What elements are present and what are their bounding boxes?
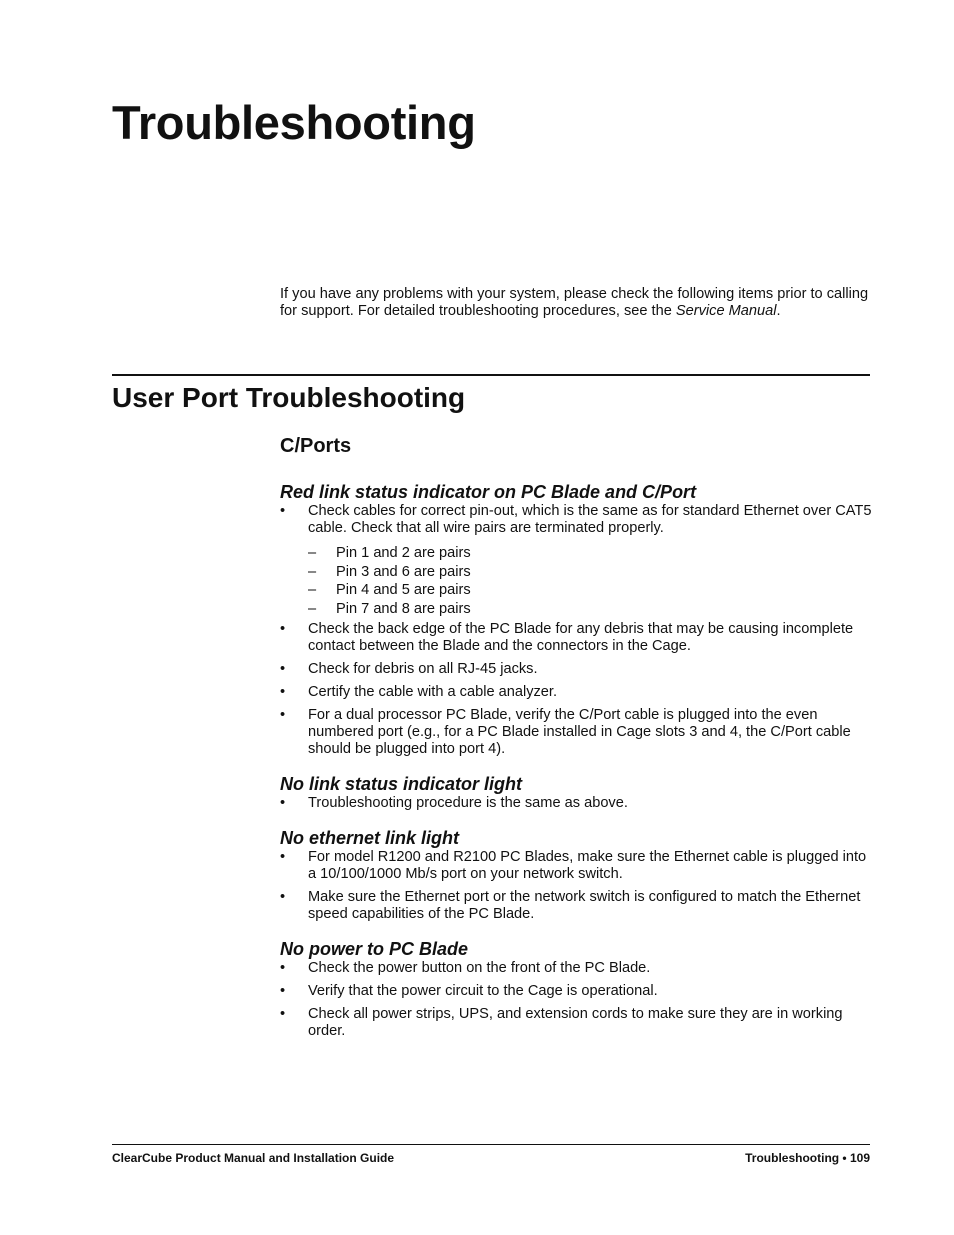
bullet-marker: • xyxy=(280,706,286,723)
issue-title: Red link status indicator on PC Blade and C/Port xyxy=(280,482,697,502)
bullet-item xyxy=(280,849,872,883)
bullet-list xyxy=(280,795,872,812)
pin-pair-item xyxy=(280,563,872,582)
bullet-list xyxy=(280,503,872,758)
bullet-list xyxy=(280,849,872,923)
issue-title: No power to PC Blade xyxy=(280,938,469,959)
bullet-text: Check all power strips, UPS, and extension cords to make sure they are in working order. xyxy=(308,1005,843,1039)
bullet-text: Certify the cable with a cable analyzer. xyxy=(308,683,558,700)
bullet-list xyxy=(280,960,872,1040)
pin-pair-text: Pin 1 and 2 are pairs xyxy=(336,545,471,561)
bullet-marker: • xyxy=(280,982,286,999)
pin-pair-text: Pin 3 and 6 are pairs xyxy=(336,563,471,580)
bullet-item xyxy=(280,661,872,678)
bullet-item xyxy=(280,1006,872,1040)
dash-marker: – xyxy=(308,545,317,561)
bullet-item xyxy=(280,960,872,977)
issue-title: No ethernet link light xyxy=(280,827,460,848)
bullet-marker: • xyxy=(280,848,286,865)
footer-document-title: ClearCube Product Manual and Installation Guide xyxy=(112,1151,395,1165)
bullet-text: For a dual processor PC Blade, verify the C/Port cable is plugged into the even numbered port (e.g., for a PC Blade installed in Cage slots 3 and 4, the C/Port cable should be plugged into port 4). xyxy=(308,706,851,757)
issues-list xyxy=(280,481,872,1055)
chapter-title: Troubleshooting xyxy=(112,96,476,149)
bullet-text: For model R1200 and R2100 PC Blades, make sure the Ethernet cable is plugged into a 10/100/1000 Mb/s port on your network switch. xyxy=(308,848,867,882)
bullet-marker: • xyxy=(280,1005,286,1022)
issue-section xyxy=(280,938,872,1040)
bullet-text: Check for debris on all RJ-45 jacks. xyxy=(308,660,538,677)
intro-paragraph xyxy=(280,286,880,320)
pin-pair-text: Pin 4 and 5 are pairs xyxy=(336,582,471,599)
bullet-item xyxy=(280,983,872,1000)
dash-marker: – xyxy=(308,582,317,599)
intro-end: . xyxy=(776,303,781,319)
bullet-text: Verify that the power circuit to the Cage is operational. xyxy=(308,982,658,999)
subsection-title: C/Ports xyxy=(280,435,352,457)
bullet-marker: • xyxy=(280,683,286,700)
bullet-marker: • xyxy=(280,888,286,905)
dash-marker: – xyxy=(308,601,317,618)
bullet-item xyxy=(280,503,872,537)
issue-section xyxy=(280,773,872,812)
bullet-item xyxy=(280,707,872,758)
dash-marker: – xyxy=(308,563,317,580)
pin-pair-item xyxy=(280,600,872,619)
footer-divider xyxy=(112,1144,870,1145)
bullet-text: Check cables for correct pin-out, which is the same as for standard Ethernet over CAT5 cable. Check that all wire pairs are terminated properly. xyxy=(308,503,872,536)
bullet-item xyxy=(280,795,872,812)
pin-pair-list xyxy=(280,544,872,619)
bullet-text: Check the back edge of the PC Blade for any debris that may be causing incomplete contact between the Blade and the connectors in the Cage. xyxy=(308,620,854,654)
pin-pair-item xyxy=(280,581,872,600)
bullet-marker: • xyxy=(280,620,286,637)
issue-section xyxy=(280,827,872,923)
issue-section xyxy=(280,481,872,758)
footer-page-label: Troubleshooting • 109 xyxy=(745,1151,870,1165)
bullet-text: Check the power button on the front of the PC Blade. xyxy=(308,959,651,976)
section-title: User Port Troubleshooting xyxy=(112,382,466,413)
issue-title: No link status indicator light xyxy=(280,773,523,794)
bullet-marker: • xyxy=(280,660,286,677)
bullet-item xyxy=(280,684,872,701)
bullet-item xyxy=(280,889,872,923)
bullet-text: Make sure the Ethernet port or the network switch is configured to match the Ethernet speed capabilities of the PC Blade. xyxy=(308,888,861,922)
intro-text: If you have any problems with your system, please check the following items prior to calling for support. For detailed troubleshooting procedures, see the xyxy=(280,286,869,319)
bullet-text: Troubleshooting procedure is the same as above. xyxy=(308,794,628,811)
pin-pair-text: Pin 7 and 8 are pairs xyxy=(336,601,471,618)
bullet-marker: • xyxy=(280,503,286,519)
section-divider xyxy=(112,374,870,376)
bullet-marker: • xyxy=(280,794,286,811)
bullet-item xyxy=(280,621,872,655)
bullet-marker: • xyxy=(280,959,286,976)
pin-pair-item xyxy=(280,544,872,563)
service-manual-reference: Service Manual xyxy=(675,303,777,319)
